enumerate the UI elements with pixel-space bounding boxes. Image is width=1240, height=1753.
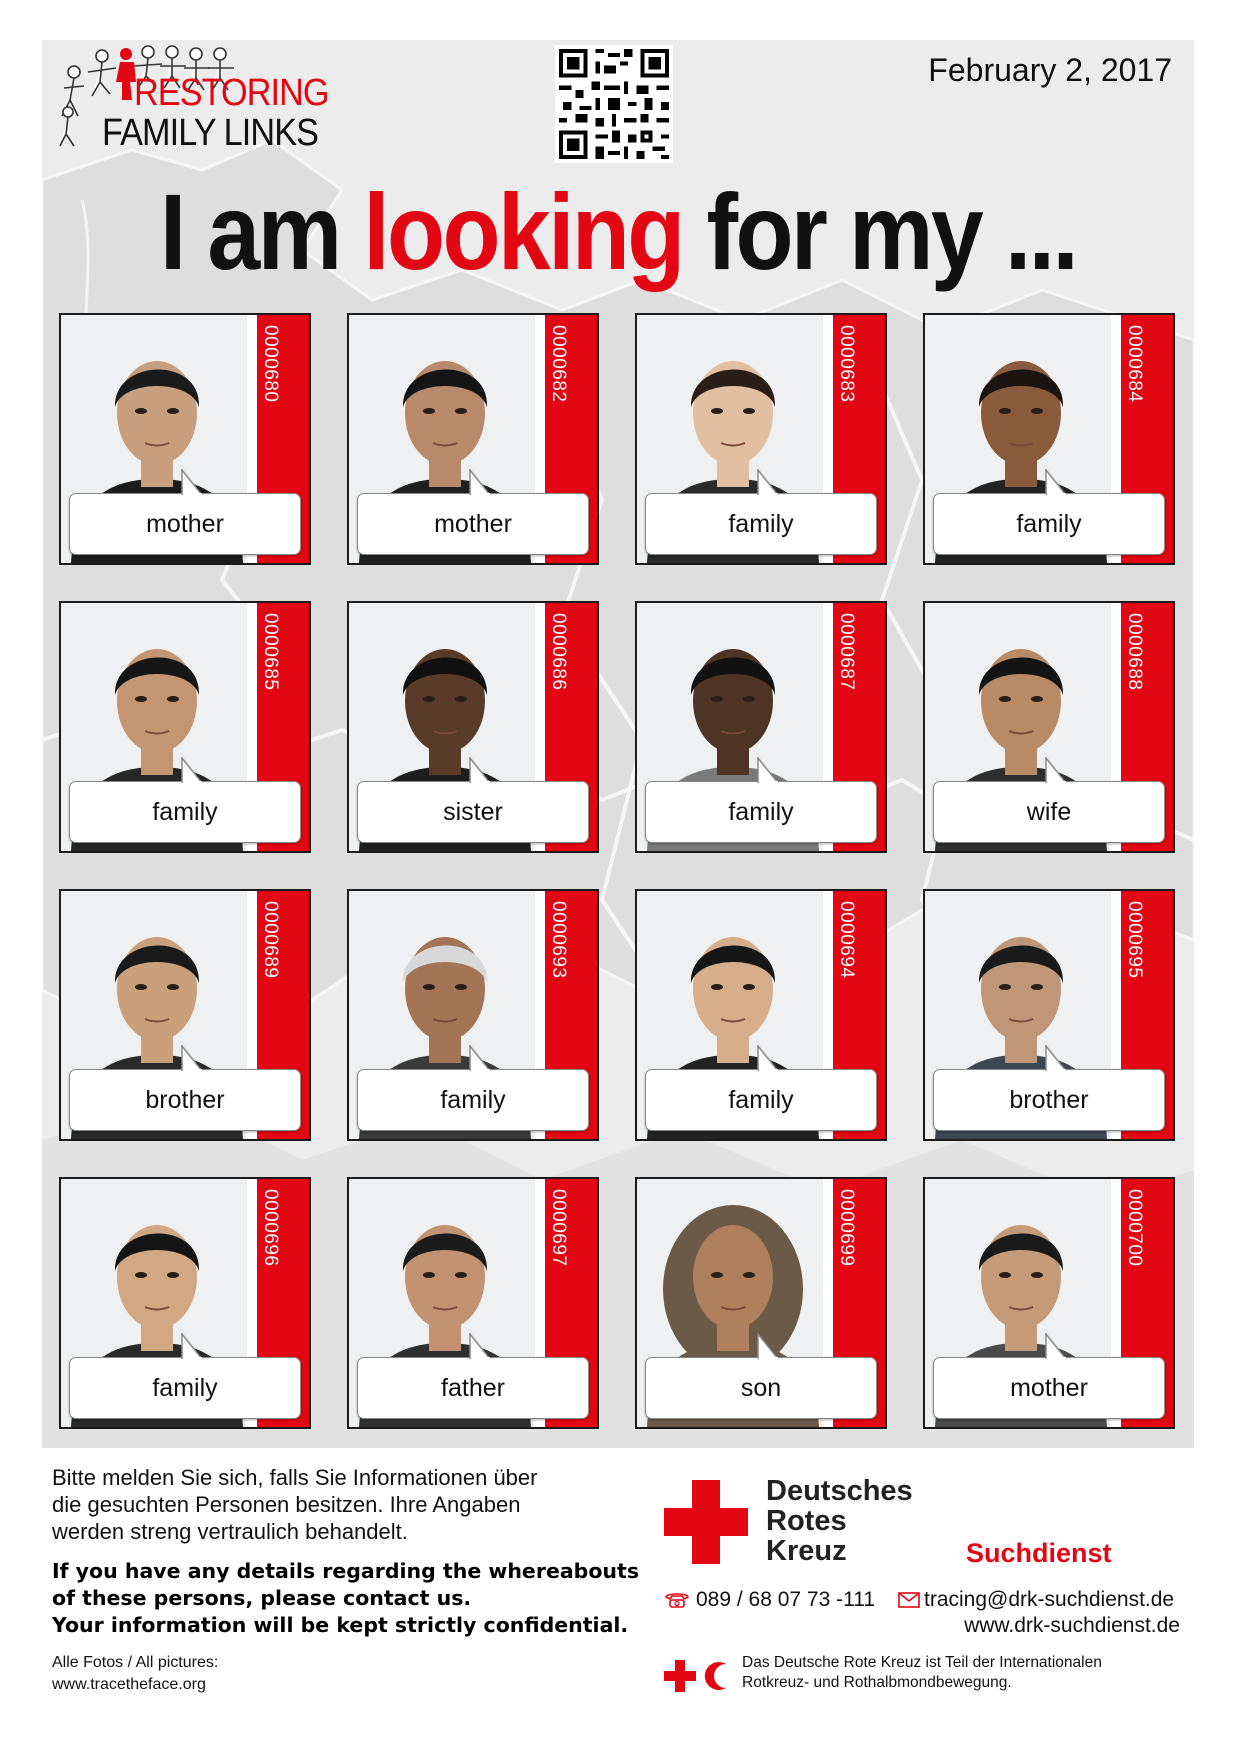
speech-pointer-icon: [181, 1045, 203, 1071]
footer: [0, 1450, 1240, 1753]
person-card[interactable]: [925, 315, 1173, 563]
email-address[interactable]: tracing@drk-suchdienst.de: [924, 1588, 1175, 1611]
phone-icon: [664, 1591, 690, 1609]
speech-pointer-icon: [757, 1333, 779, 1359]
case-id: 0000700: [1124, 1189, 1145, 1267]
photo-credit-link[interactable]: www.tracetheface.org: [52, 1676, 206, 1693]
relation-label: brother: [69, 1069, 301, 1131]
relation-label: family: [645, 781, 877, 843]
german-notice-line: die gesuchten Personen besitzen. Ihre Angaben: [52, 1492, 521, 1517]
speech-pointer-icon: [1045, 757, 1067, 783]
movement-statement-line: Das Deutsche Rote Kreuz ist Teil der Internationalen: [742, 1654, 1102, 1671]
red-cross-crescent-icon: [664, 1660, 734, 1694]
speech-pointer-icon: [469, 1333, 491, 1359]
case-id: 0000697: [548, 1189, 569, 1267]
person-card[interactable]: [61, 315, 309, 563]
german-notice-line: werden streng vertraulich behandelt.: [52, 1519, 408, 1544]
organization-name-line: Kreuz: [766, 1535, 847, 1567]
speech-pointer-icon: [469, 469, 491, 495]
speech-pointer-icon: [181, 757, 203, 783]
speech-pointer-icon: [757, 469, 779, 495]
english-notice-line: If you have any details regarding the whereabouts: [52, 1559, 640, 1583]
case-id: 0000683: [836, 325, 857, 403]
person-card[interactable]: [925, 603, 1173, 851]
headline-highlight: looking: [363, 171, 683, 292]
person-card[interactable]: [925, 1179, 1173, 1427]
qr-code-icon[interactable]: [555, 45, 673, 163]
speech-pointer-icon: [1045, 1045, 1067, 1071]
movement-statement-line: Rotkreuz- und Rothalbmondbewegung.: [742, 1674, 1012, 1691]
relation-label: son: [645, 1357, 877, 1419]
email-contact[interactable]: [898, 1588, 1174, 1612]
restoring-family-links-logo: [50, 42, 370, 154]
poster: [42, 40, 1194, 1448]
movement-statement: [742, 1653, 1162, 1693]
relation-label: family: [933, 493, 1165, 555]
service-name: Suchdienst: [966, 1538, 1112, 1568]
case-id: 0000695: [1124, 901, 1145, 979]
case-id: 0000689: [260, 901, 281, 979]
speech-pointer-icon: [1045, 469, 1067, 495]
case-id: 0000686: [548, 613, 569, 691]
person-card[interactable]: [349, 891, 597, 1139]
relation-label: family: [357, 1069, 589, 1131]
person-card[interactable]: [925, 891, 1173, 1139]
phone-contact[interactable]: [664, 1588, 875, 1612]
person-card[interactable]: [637, 1179, 885, 1427]
relation-label: brother: [933, 1069, 1165, 1131]
poster-date: February 2, 2017: [928, 52, 1172, 88]
relation-label: father: [357, 1357, 589, 1419]
poster-headline: [111, 171, 1125, 292]
case-id: 0000693: [548, 901, 569, 979]
phone-number[interactable]: 089 / 68 07 73 -111: [696, 1588, 876, 1611]
relation-label: mother: [69, 493, 301, 555]
person-card[interactable]: [349, 315, 597, 563]
website-link[interactable]: www.drk-suchdienst.de: [964, 1614, 1180, 1637]
photo-credit: [52, 1652, 218, 1696]
speech-pointer-icon: [469, 1045, 491, 1071]
person-card[interactable]: [637, 603, 885, 851]
relation-label: mother: [357, 493, 589, 555]
english-notice: [52, 1558, 652, 1639]
organization-name: [766, 1476, 913, 1566]
headline-start: I am: [159, 171, 364, 292]
organization-name-line: Deutsches: [766, 1475, 913, 1507]
photo-credit-label: Alle Fotos / All pictures:: [52, 1654, 219, 1671]
relation-label: mother: [933, 1357, 1165, 1419]
case-id: 0000680: [260, 325, 281, 403]
person-card[interactable]: [637, 315, 885, 563]
person-card[interactable]: [61, 603, 309, 851]
relation-label: sister: [357, 781, 589, 843]
speech-pointer-icon: [469, 757, 491, 783]
speech-pointer-icon: [181, 1333, 203, 1359]
case-id: 0000687: [836, 613, 857, 691]
speech-pointer-icon: [181, 469, 203, 495]
case-id: 0000694: [836, 901, 857, 979]
headline-end: for my ...: [682, 171, 1077, 292]
person-card[interactable]: [349, 603, 597, 851]
relation-label: wife: [933, 781, 1165, 843]
speech-pointer-icon: [757, 757, 779, 783]
case-id: 0000685: [260, 613, 281, 691]
case-id: 0000699: [836, 1189, 857, 1267]
red-cross-icon: [664, 1480, 748, 1564]
case-id: 0000682: [548, 325, 569, 403]
case-id: 0000684: [1124, 325, 1145, 403]
relation-label: family: [69, 781, 301, 843]
organization-name-line: Rotes: [766, 1505, 847, 1537]
relation-label: family: [69, 1357, 301, 1419]
person-card[interactable]: [61, 1179, 309, 1427]
logo-line-family-links: FAMILY LINKS: [102, 112, 319, 154]
missing-persons-grid: [61, 315, 1175, 1433]
speech-pointer-icon: [1045, 1333, 1067, 1359]
logo-line-restoring: RESTORING: [134, 72, 329, 114]
relation-label: family: [645, 493, 877, 555]
case-id: 0000696: [260, 1189, 281, 1267]
person-card[interactable]: [61, 891, 309, 1139]
person-card[interactable]: [349, 1179, 597, 1427]
speech-pointer-icon: [757, 1045, 779, 1071]
relation-label: family: [645, 1069, 877, 1131]
english-notice-line: of these persons, please contact us.: [52, 1586, 472, 1610]
envelope-icon: [898, 1592, 920, 1608]
case-id: 0000688: [1124, 613, 1145, 691]
german-notice: [52, 1464, 612, 1545]
english-notice-line: Your information will be kept strictly confidential.: [52, 1613, 629, 1637]
german-notice-line: Bitte melden Sie sich, falls Sie Informationen über: [52, 1465, 538, 1490]
person-card[interactable]: [637, 891, 885, 1139]
